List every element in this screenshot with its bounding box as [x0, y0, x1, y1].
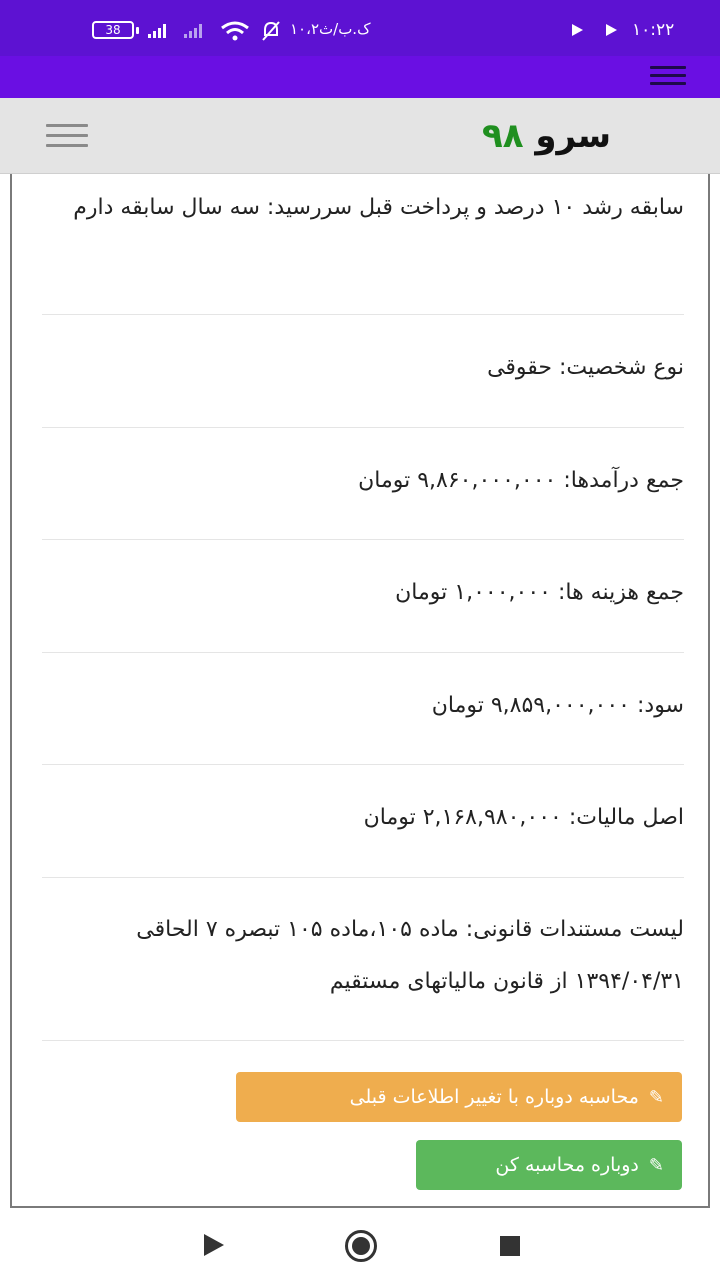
site-logo[interactable]	[482, 116, 611, 156]
divider	[42, 427, 684, 428]
browser-toolbar	[0, 56, 720, 98]
row-label: لیست مستندات قانونی:	[465, 917, 684, 942]
hamburger-menu-icon[interactable]	[46, 124, 88, 150]
logo-number: ۹۸	[482, 116, 524, 156]
menu-icon[interactable]	[650, 66, 686, 86]
divider	[42, 1040, 684, 1041]
row-value: ماده ۱۰۵،ماده ۱۰۵ تبصره ۷ الحاقی ۱۳۹۴/۰۴/۳۱ از قانون مالیاتهای مستقیم	[136, 917, 684, 994]
battery-level: 38	[105, 23, 121, 37]
row-value: ۲,۱۶۸,۹۸۰,۰۰۰ تومان	[363, 805, 562, 830]
row-value: سه سال سابقه دارم	[73, 195, 260, 220]
status-time: ۱۰:۲۲	[632, 20, 675, 40]
row-label: نوع شخصیت:	[559, 355, 684, 380]
battery-tip	[136, 27, 139, 34]
media-icon	[606, 24, 617, 36]
logo-word: سرو	[535, 116, 612, 156]
bell-muted-icon	[260, 20, 282, 42]
button-label: دوباره محاسبه کن	[495, 1154, 639, 1176]
row-legal-documents	[42, 904, 684, 1008]
button-label: محاسبه دوباره با تغییر اطلاعات قبلی	[349, 1086, 639, 1108]
signal-icon	[148, 22, 166, 38]
row-value: ۹,۸۵۹,۰۰۰,۰۰۰ تومان	[431, 693, 630, 718]
row-entity-type	[42, 342, 684, 394]
row-total-income	[42, 455, 684, 507]
row-value: حقوقی	[487, 355, 553, 380]
pencil-icon: ✎	[648, 1154, 664, 1176]
wifi-icon	[220, 20, 250, 42]
pencil-icon: ✎	[648, 1086, 664, 1108]
network-speed: ۱۰،۲ک.ب/ث	[290, 20, 371, 38]
signal-icon-secondary	[184, 22, 202, 38]
recent-apps-icon[interactable]	[500, 1236, 520, 1256]
row-label: اصل مالیات:	[568, 805, 684, 830]
row-label: سود:	[636, 693, 684, 718]
back-icon[interactable]	[204, 1234, 224, 1256]
site-header	[0, 98, 720, 174]
divider	[42, 764, 684, 765]
divider	[42, 652, 684, 653]
row-total-expenses	[42, 567, 684, 619]
media-icon	[572, 24, 583, 36]
row-growth-history	[42, 182, 684, 234]
divider	[42, 314, 684, 315]
row-label: جمع درآمدها:	[563, 468, 684, 493]
battery-icon	[92, 21, 134, 39]
row-value: ۹,۸۶۰,۰۰۰,۰۰۰ تومان	[358, 468, 557, 493]
row-tax-principal	[42, 792, 684, 844]
divider	[42, 877, 684, 878]
row-label: جمع هزینه ها:	[557, 580, 684, 605]
divider	[42, 539, 684, 540]
row-profit	[42, 680, 684, 732]
row-label: سابقه رشد ۱۰ درصد و پرداخت قبل سررسید:	[266, 195, 684, 220]
home-icon[interactable]	[345, 1230, 377, 1262]
row-value: ۱,۰۰۰,۰۰۰ تومان	[395, 580, 551, 605]
system-nav-bar	[0, 1210, 720, 1280]
recalculate-with-changes-button[interactable]	[236, 1072, 682, 1122]
recalculate-button[interactable]	[416, 1140, 682, 1190]
result-card	[10, 174, 710, 1208]
status-bar	[0, 0, 720, 56]
